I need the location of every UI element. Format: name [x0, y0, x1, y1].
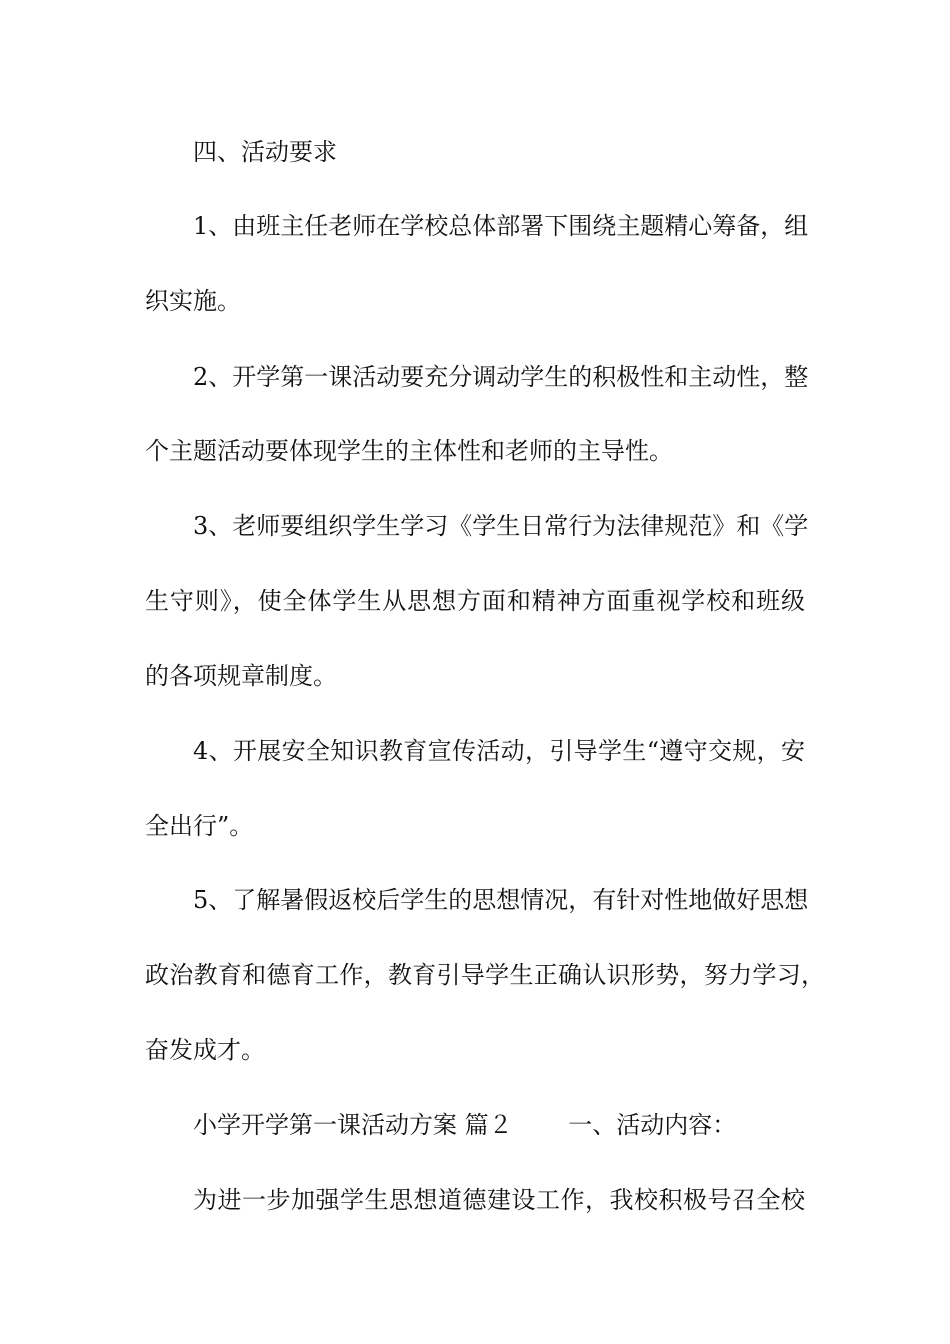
paragraph-3-line-3: 的各项规章制度。	[145, 662, 337, 690]
section-heading-line	[193, 1110, 736, 1140]
paragraph-3-line-1: 3、老师要组织学生学习《学生日常行为法律规范》和《学	[193, 512, 809, 540]
paragraph-6-line-1: 为进一步加强学生思想道德建设工作，我校积极号召全校	[193, 1186, 805, 1214]
paragraph-1-line-1: 1、由班主任老师在学校总体部署下围绕主题精心筹备，组	[193, 212, 809, 240]
paragraph-5-line-2: 政治教育和德育工作，教育引导学生正确认识形势，努力学习，	[145, 961, 825, 989]
paragraph-5-line-1: 5、了解暑假返校后学生的思想情况，有针对性地做好思想	[193, 886, 809, 914]
paragraph-1-line-2: 织实施。	[145, 287, 241, 315]
paragraph-5-line-3: 奋发成才。	[145, 1036, 265, 1064]
paragraph-4-line-1: 4、开展安全知识教育宣传活动，引导学生“遵守交规，安	[193, 737, 805, 765]
section-title: 小学开学第一课活动方案	[193, 1111, 457, 1139]
heading-activity-requirements: 四、活动要求	[193, 138, 337, 166]
paragraph-2-line-1: 2、开学第一课活动要充分调动学生的积极性和主动性，整	[193, 363, 809, 391]
paragraph-3-line-2: 生守则》，使全体学生从思想方面和精神方面重视学校和班级	[145, 587, 805, 615]
paragraph-4-line-2: 全出行”。	[145, 812, 254, 840]
paragraph-2-line-2: 个主题活动要体现学生的主体性和老师的主导性。	[145, 437, 673, 465]
subsection-heading: 一、活动内容：	[568, 1111, 737, 1139]
section-number: 篇２	[464, 1111, 513, 1139]
